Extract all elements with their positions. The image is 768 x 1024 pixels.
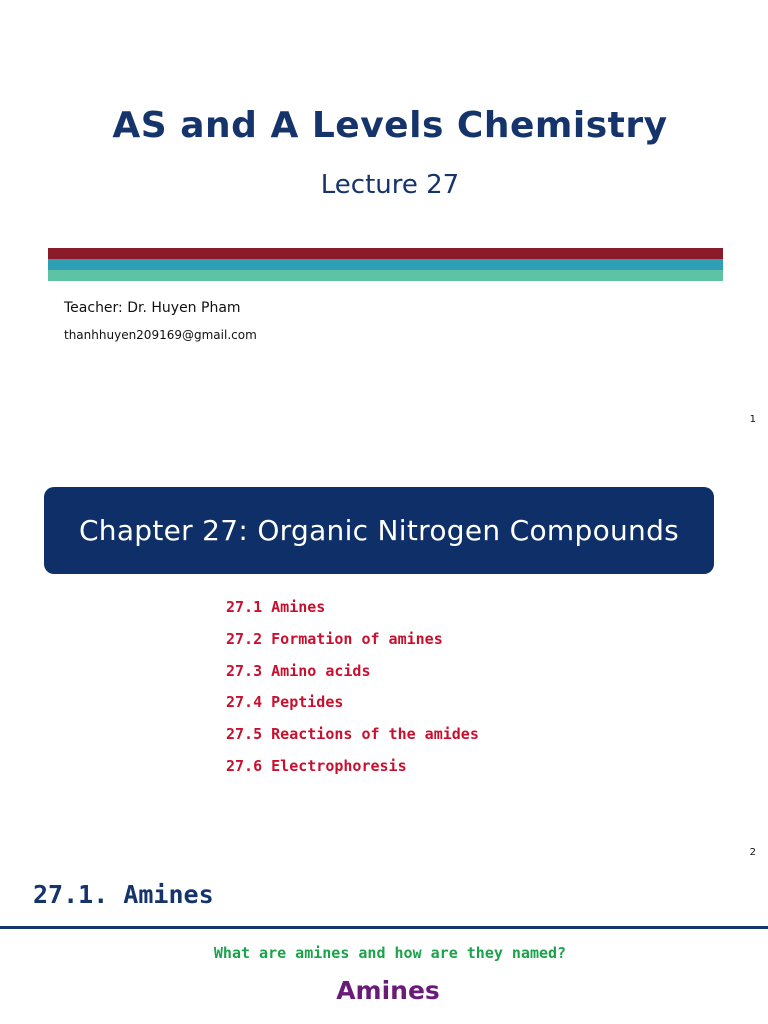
stripe-blue <box>48 259 723 270</box>
toc-item: 27.5 Reactions of the amides <box>226 725 479 744</box>
chapter-title: Chapter 27: Organic Nitrogen Compounds <box>78 514 680 547</box>
toc-item: 27.2 Formation of amines <box>226 629 443 648</box>
presentation-title: AS and A Levels Chemistry <box>112 105 668 146</box>
stripe-green <box>48 270 723 281</box>
amines-heading: Amines <box>336 976 440 1005</box>
decorative-stripes <box>48 248 723 281</box>
toc-item: 27.4 Peptides <box>226 693 344 712</box>
page-number-1: 1 <box>749 414 756 425</box>
toc-item: 27.3 Amino acids <box>226 661 371 680</box>
section-divider <box>0 926 768 929</box>
cut-off-text-line <box>170 1018 630 1024</box>
toc-item: 27.1 Amines <box>226 598 326 616</box>
table-of-contents <box>226 597 479 788</box>
teacher-email: thanhhuyen209169@gmail.com <box>64 328 257 342</box>
teacher-name: Teacher: Dr. Huyen Pham <box>64 300 241 316</box>
lecture-subtitle: Lecture 27 <box>320 170 460 200</box>
toc-item: 27.6 Electrophoresis <box>226 756 407 775</box>
stripe-red <box>48 248 723 259</box>
page-number-2: 2 <box>749 847 756 858</box>
chapter-banner <box>44 487 714 574</box>
section-title: 27.1. Amines <box>33 880 214 909</box>
section-question: What are amines and how are they named? <box>213 944 567 962</box>
